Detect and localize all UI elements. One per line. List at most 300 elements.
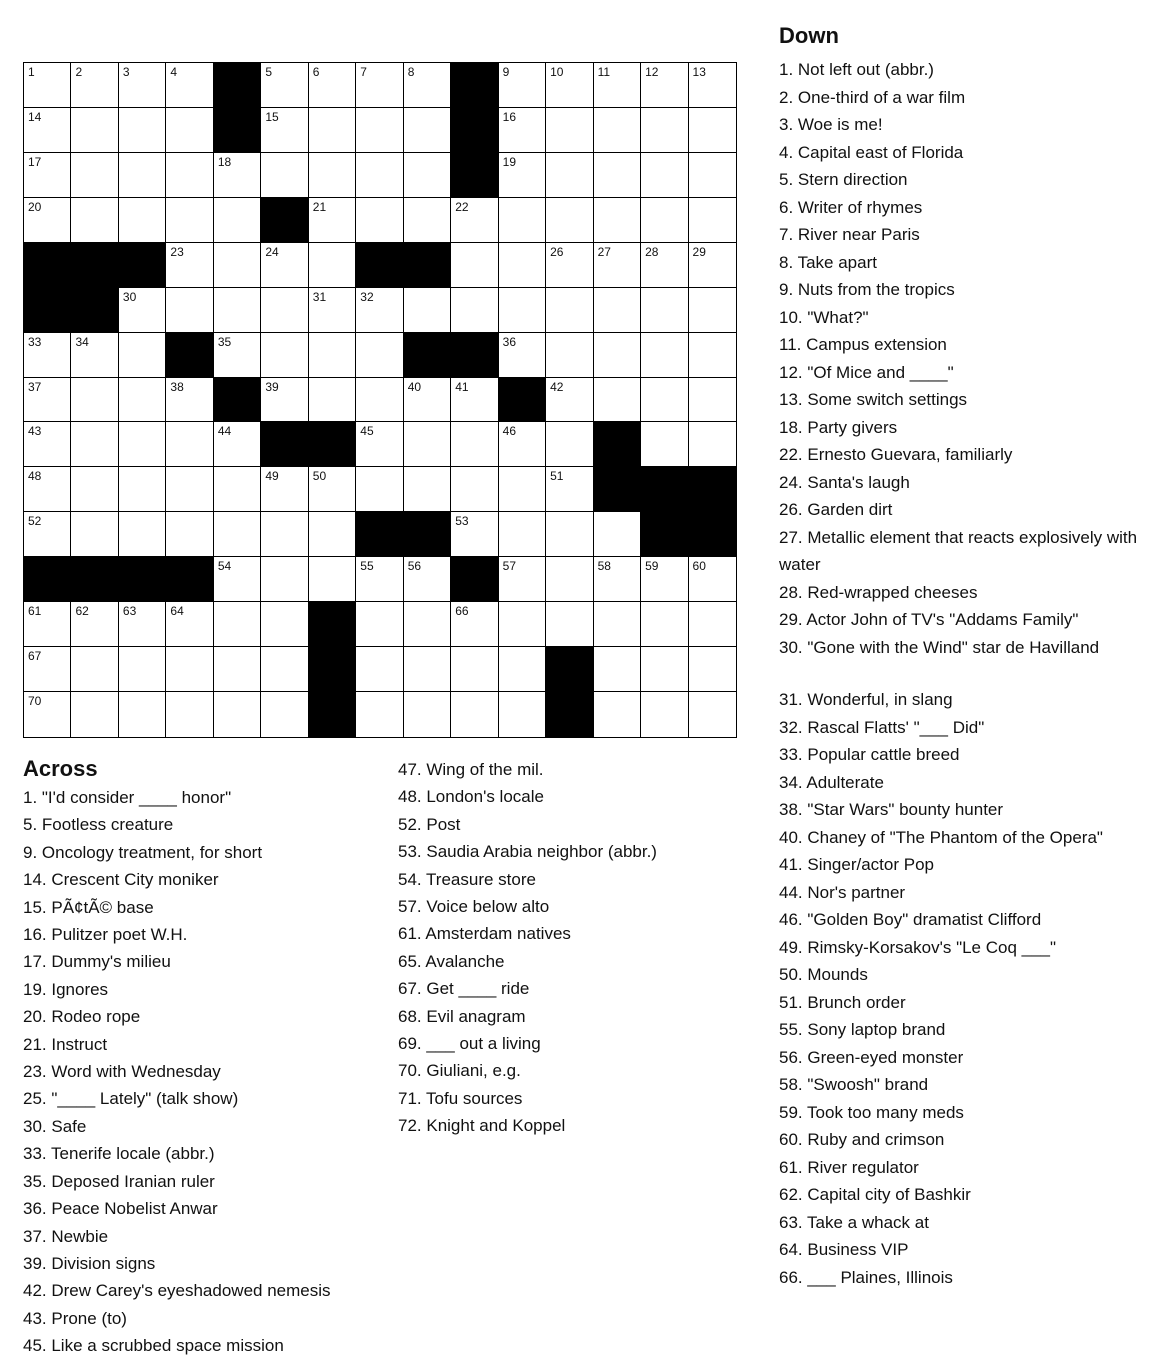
grid-cell[interactable] [546,63,593,108]
clue-item: 70. Giuliani, e.g. [398,1061,521,1081]
clue-item: 9. Oncology treatment, for short [23,842,263,862]
grid-cell[interactable] [24,467,71,512]
block-cell [214,108,261,153]
grid-cell[interactable] [641,153,688,198]
grid-cell[interactable] [214,198,261,243]
grid-cell[interactable] [356,63,403,108]
grid-cell[interactable] [356,422,403,467]
clue-item: 30. "Gone with the Wind" star de Havilland [779,637,1100,657]
clue-item: 17. Dummy's milieu [23,952,171,972]
clue-item: 58. "Swoosh" brand [779,1075,929,1094]
clue-item: 66. ___ Plaines, Illinois [779,1267,953,1287]
grid-cell[interactable] [71,422,118,467]
grid-cell[interactable] [689,647,736,692]
grid-cell[interactable] [404,378,451,423]
block-cell [451,108,498,153]
grid-cell[interactable] [166,602,213,647]
grid-cell[interactable] [24,512,71,557]
grid-cell[interactable] [499,63,546,108]
grid-cell[interactable] [641,378,688,423]
cell-number: 20 [28,199,42,214]
grid-cell[interactable] [689,63,736,108]
clue-item: 42. Drew Carey's eyeshadowed nemesis [23,1281,331,1301]
grid-cell[interactable] [261,333,308,378]
grid-cell[interactable] [309,198,356,243]
across-heading: Across [23,756,98,781]
clue-item: 7. River near Paris [779,225,920,244]
grid-cell[interactable] [499,288,546,333]
grid-cell[interactable] [166,288,213,333]
grid-cell[interactable] [641,243,688,288]
cell-number: 44 [217,424,232,439]
grid-cell[interactable] [689,557,736,602]
grid-cell[interactable] [451,647,498,692]
grid-cell[interactable] [641,602,688,647]
grid-cell[interactable] [119,198,166,243]
block-cell [451,63,498,108]
clue-item: 48. London's locale [398,787,544,807]
clue-item: 69. ___ out a living [398,1034,541,1054]
cell-number: 45 [360,424,374,439]
grid-cell[interactable] [594,512,641,557]
grid-cell[interactable] [594,602,641,647]
grid-cell[interactable] [594,692,641,737]
grid-cell[interactable] [546,333,593,378]
grid-cell[interactable] [499,333,546,378]
clue-item: 35. Deposed Iranian ruler [23,1171,215,1191]
grid-cell[interactable] [356,467,403,512]
grid-cell[interactable] [594,647,641,692]
block-cell [261,198,308,243]
clue-item: 16. Pulitzer poet W.H. [23,925,188,945]
cell-number: 41 [455,379,469,394]
block-cell [404,512,451,557]
grid-cell[interactable] [689,198,736,243]
grid-cell[interactable] [214,153,261,198]
grid-cell[interactable] [214,692,261,737]
grid-cell[interactable] [546,198,593,243]
clue-item: 50. Mounds [779,965,868,984]
grid-cell[interactable] [689,692,736,737]
grid-cell[interactable] [689,333,736,378]
grid-cell[interactable] [689,602,736,647]
grid-cell[interactable] [119,692,166,737]
grid-cell[interactable] [689,378,736,423]
grid-cell[interactable] [214,243,261,288]
cell-number: 53 [455,514,469,529]
grid-cell[interactable] [451,378,498,423]
grid-cell[interactable] [119,422,166,467]
clue-item: 55. Sony laptop brand [779,1020,946,1039]
grid-cell[interactable] [404,63,451,108]
grid-cell[interactable] [309,288,356,333]
cell-number: 66 [455,604,469,619]
grid-cell[interactable] [24,378,71,423]
cell-number: 2 [75,65,83,79]
grid-cell[interactable] [641,63,688,108]
grid-cell[interactable] [451,288,498,333]
cell-number: 67 [28,649,42,664]
block-cell [689,467,736,512]
grid-cell[interactable] [356,333,403,378]
grid-cell[interactable] [641,198,688,243]
block-cell [451,333,498,378]
clue-item: 33. Popular cattle breed [779,745,960,764]
grid-cell[interactable] [594,63,641,108]
clue-item: 46. "Golden Boy" dramatist Clifford [779,910,1042,929]
block-cell [166,557,213,602]
clue-item: 53. Saudia Arabia neighbor (abbr.) [398,842,657,862]
grid-cell[interactable] [119,108,166,153]
grid-cell[interactable] [261,602,308,647]
block-cell [214,63,261,108]
grid-cell[interactable] [404,153,451,198]
grid-cell[interactable] [119,602,166,647]
clue-item: 21. Instruct [23,1034,108,1054]
grid-cell[interactable] [499,153,546,198]
grid-cell[interactable] [309,557,356,602]
grid-cell[interactable] [546,288,593,333]
block-cell [261,422,308,467]
grid-cell[interactable] [546,512,593,557]
grid-cell[interactable] [214,557,261,602]
block-cell [309,692,356,737]
grid-cell[interactable] [689,243,736,288]
grid-cell[interactable] [451,467,498,512]
grid-cell[interactable] [546,378,593,423]
grid-cell[interactable] [356,692,403,737]
clue-item: 32. Rascal Flatts' "___ Did" [779,717,985,737]
cell-number: 34 [75,334,89,349]
cell-number: 30 [122,289,137,304]
clue-item: 3. Woe is me! [779,115,883,134]
clue-item: 14. Crescent City moniker [23,870,219,890]
clue-item: 63. Take a whack at [779,1212,929,1232]
grid-cell[interactable] [261,108,308,153]
cell-number: 33 [28,334,42,349]
block-cell [71,243,118,288]
clue-item: 31. Wonderful, in slang [779,690,953,709]
grid-cell[interactable] [71,647,118,692]
block-cell [404,333,451,378]
grid-cell[interactable] [689,108,736,153]
grid-cell[interactable] [594,378,641,423]
grid-cell[interactable] [71,153,118,198]
cell-number: 51 [550,469,564,484]
clue-item: 29. Actor John of TV's "Addams Family" [779,610,1079,629]
grid-cell[interactable] [24,602,71,647]
cell-number: 21 [312,199,327,214]
grid-cell[interactable] [166,692,213,737]
cell-number: 38 [170,379,184,394]
clue-item: 6. Writer of rhymes [779,197,923,217]
grid-cell[interactable] [499,243,546,288]
clue-item: 11. Campus extension [779,335,947,354]
cell-number: 5 [265,65,273,79]
grid-cell[interactable] [261,243,308,288]
cell-number: 8 [407,65,415,79]
grid-cell[interactable] [166,198,213,243]
clue-item: 30. Safe [23,1116,87,1136]
block-cell [451,153,498,198]
grid-cell[interactable] [261,557,308,602]
grid-cell[interactable] [641,108,688,153]
grid-cell[interactable] [166,378,213,423]
grid-cell[interactable] [261,378,308,423]
grid-cell[interactable] [309,108,356,153]
clue-item: 47. Wing of the mil. [398,760,544,779]
grid-cell[interactable] [451,198,498,243]
cell-number: 40 [407,379,422,394]
grid-cell[interactable] [214,512,261,557]
grid-cell[interactable] [356,647,403,692]
grid-cell[interactable] [499,108,546,153]
clue-item: 23. Word with Wednesday [23,1062,221,1082]
block-cell [594,422,641,467]
grid-cell[interactable] [24,153,71,198]
grid-cell[interactable] [641,692,688,737]
cell-number: 6 [312,65,320,79]
grid-cell[interactable] [594,333,641,378]
grid-cell[interactable] [214,333,261,378]
clue-item: 59. Took too many meds [779,1102,964,1122]
grid-cell[interactable] [546,602,593,647]
grid-cell[interactable] [499,198,546,243]
clue-item: 5. Footless creature [23,815,174,835]
grid-cell[interactable] [166,243,213,288]
grid-cell[interactable] [404,198,451,243]
grid-cell[interactable] [404,557,451,602]
grid-cell[interactable] [119,288,166,333]
grid-cell[interactable] [499,557,546,602]
grid-cell[interactable] [546,422,593,467]
grid-cell[interactable] [24,198,71,243]
grid-cell[interactable] [166,422,213,467]
grid-cell[interactable] [499,602,546,647]
cell-number: 36 [502,334,517,349]
cell-number: 23 [170,244,184,259]
grid-cell[interactable] [166,153,213,198]
grid-cell[interactable] [689,422,736,467]
grid-cell[interactable] [404,288,451,333]
grid-cell[interactable] [451,422,498,467]
cell-number: 28 [645,244,659,259]
grid-cell[interactable] [261,288,308,333]
grid-cell[interactable] [594,288,641,333]
grid-cell[interactable] [356,288,403,333]
grid-cell[interactable] [356,108,403,153]
grid-cell[interactable] [214,602,261,647]
grid-cell[interactable] [356,153,403,198]
grid-cell[interactable] [166,63,213,108]
grid-cell[interactable] [356,602,403,647]
grid-cell[interactable] [404,602,451,647]
grid-cell[interactable] [641,422,688,467]
cell-number: 13 [692,65,706,79]
grid-cell[interactable] [71,198,118,243]
cell-number: 54 [217,559,232,574]
grid-cell[interactable] [119,512,166,557]
cell-number: 63 [122,604,137,619]
cell-number: 39 [265,379,279,394]
grid-cell[interactable] [119,63,166,108]
cell-number: 35 [217,334,232,349]
clue-item: 10. "What?" [779,307,869,327]
grid-cell[interactable] [119,647,166,692]
grid-cell[interactable] [166,467,213,512]
clue-item: 12. "Of Mice and ____" [779,362,954,382]
grid-cell[interactable] [214,647,261,692]
grid-cell[interactable] [261,647,308,692]
grid-cell[interactable] [214,288,261,333]
grid-cell[interactable] [546,153,593,198]
block-cell [119,557,166,602]
grid-cell[interactable] [594,108,641,153]
clue-item: 45. Like a scrubbed space mission [23,1336,284,1356]
cell-number: 22 [455,199,469,214]
grid-cell[interactable] [546,467,593,512]
grid-cell[interactable] [309,243,356,288]
clue-item: 22. Ernesto Guevara, familiarly [779,445,1013,464]
grid-cell[interactable] [404,467,451,512]
grid-cell[interactable] [641,288,688,333]
grid-cell[interactable] [689,288,736,333]
grid-cell[interactable] [71,512,118,557]
block-cell [71,557,118,602]
cell-number: 27 [597,244,611,259]
grid-cell[interactable] [166,108,213,153]
grid-cell[interactable] [214,467,261,512]
grid-cell[interactable] [261,512,308,557]
grid-cell[interactable] [451,602,498,647]
grid-cell[interactable] [356,198,403,243]
grid-cell[interactable] [641,333,688,378]
cell-number: 12 [645,65,659,79]
grid-cell[interactable] [451,243,498,288]
clue-item: 72. Knight and Koppel [398,1116,566,1136]
grid-cell[interactable] [71,108,118,153]
grid-cell[interactable] [24,422,71,467]
grid-cell[interactable] [24,63,71,108]
grid-cell[interactable] [404,692,451,737]
grid-cell[interactable] [451,512,498,557]
clue-item: 71. Tofu sources [398,1088,523,1108]
grid-cell[interactable] [24,108,71,153]
clue-item: 68. Evil anagram [398,1006,526,1026]
clue-item: 37. Newbie [23,1226,109,1246]
grid-cell[interactable] [404,422,451,467]
grid-cell[interactable] [71,467,118,512]
cell-number: 29 [692,244,706,259]
grid-cell[interactable] [119,378,166,423]
cell-number: 17 [28,154,42,169]
clue-item: 61. Amsterdam natives [398,924,571,944]
block-cell [546,647,593,692]
grid-cell[interactable] [24,333,71,378]
cell-number: 31 [312,289,327,304]
block-cell [689,512,736,557]
grid-cell[interactable] [689,153,736,198]
clue-item: 2. One-third of a war film [779,87,966,107]
grid-cell[interactable] [404,647,451,692]
grid-cell[interactable] [71,692,118,737]
grid-cell[interactable] [594,557,641,602]
block-cell [641,512,688,557]
clue-item: 28. Red-wrapped cheeses [779,582,978,602]
grid-cell[interactable] [309,63,356,108]
block-cell [309,602,356,647]
grid-cell[interactable] [119,153,166,198]
grid-cell[interactable] [309,378,356,423]
clue-item: 39. Division signs [23,1253,156,1273]
cell-number: 1 [28,65,35,79]
grid-cell[interactable] [24,692,71,737]
grid-cell[interactable] [499,467,546,512]
clue-item: 1. "I'd consider ____ honor" [23,788,232,807]
grid-cell[interactable] [451,692,498,737]
grid-cell[interactable] [261,692,308,737]
grid-cell[interactable] [641,557,688,602]
grid-cell[interactable] [71,63,118,108]
grid-cell[interactable] [166,512,213,557]
clue-item: 52. Post [398,814,461,834]
grid-cell[interactable] [309,153,356,198]
grid-cell[interactable] [546,108,593,153]
grid-cell[interactable] [641,647,688,692]
clue-item: 34. Adulterate [779,772,884,792]
block-cell [594,467,641,512]
clue-item: 15. PÃ¢tÃ© base [23,897,154,917]
grid-cell[interactable] [261,63,308,108]
grid-cell[interactable] [404,108,451,153]
grid-cell[interactable] [594,153,641,198]
grid-cell[interactable] [356,557,403,602]
grid-cell[interactable] [594,198,641,243]
grid-cell[interactable] [356,378,403,423]
cell-number: 4 [170,65,178,79]
grid-cell[interactable] [261,153,308,198]
grid-cell[interactable] [119,333,166,378]
grid-cell[interactable] [71,333,118,378]
grid-cell[interactable] [24,647,71,692]
clue-item: 26. Garden dirt [779,500,893,519]
grid-cell[interactable] [71,602,118,647]
grid-cell[interactable] [499,692,546,737]
grid-cell[interactable] [499,512,546,557]
down-heading: Down [779,23,839,48]
grid-cell[interactable] [594,243,641,288]
grid-cell[interactable] [261,467,308,512]
grid-cell[interactable] [309,512,356,557]
grid-cell[interactable] [166,647,213,692]
grid-cell[interactable] [546,557,593,602]
clue-item: 49. Rimsky-Korsakov's "Le Coq ___" [779,937,1057,957]
grid-cell[interactable] [71,378,118,423]
clue-item: 27. Metallic element that reacts explosively with water [779,527,1138,574]
grid-cell[interactable] [499,422,546,467]
grid-cell[interactable] [546,243,593,288]
clue-item: 43. Prone (to) [23,1308,127,1328]
across-clue-list-continued [398,756,657,1140]
grid-cell[interactable] [309,333,356,378]
grid-cell[interactable] [119,467,166,512]
cell-number: 10 [550,65,564,79]
grid-cell[interactable] [309,467,356,512]
cell-number: 57 [502,559,517,574]
clue-item: 67. Get ____ ride [398,979,530,999]
grid-cell[interactable] [214,422,261,467]
grid-cell[interactable] [499,647,546,692]
